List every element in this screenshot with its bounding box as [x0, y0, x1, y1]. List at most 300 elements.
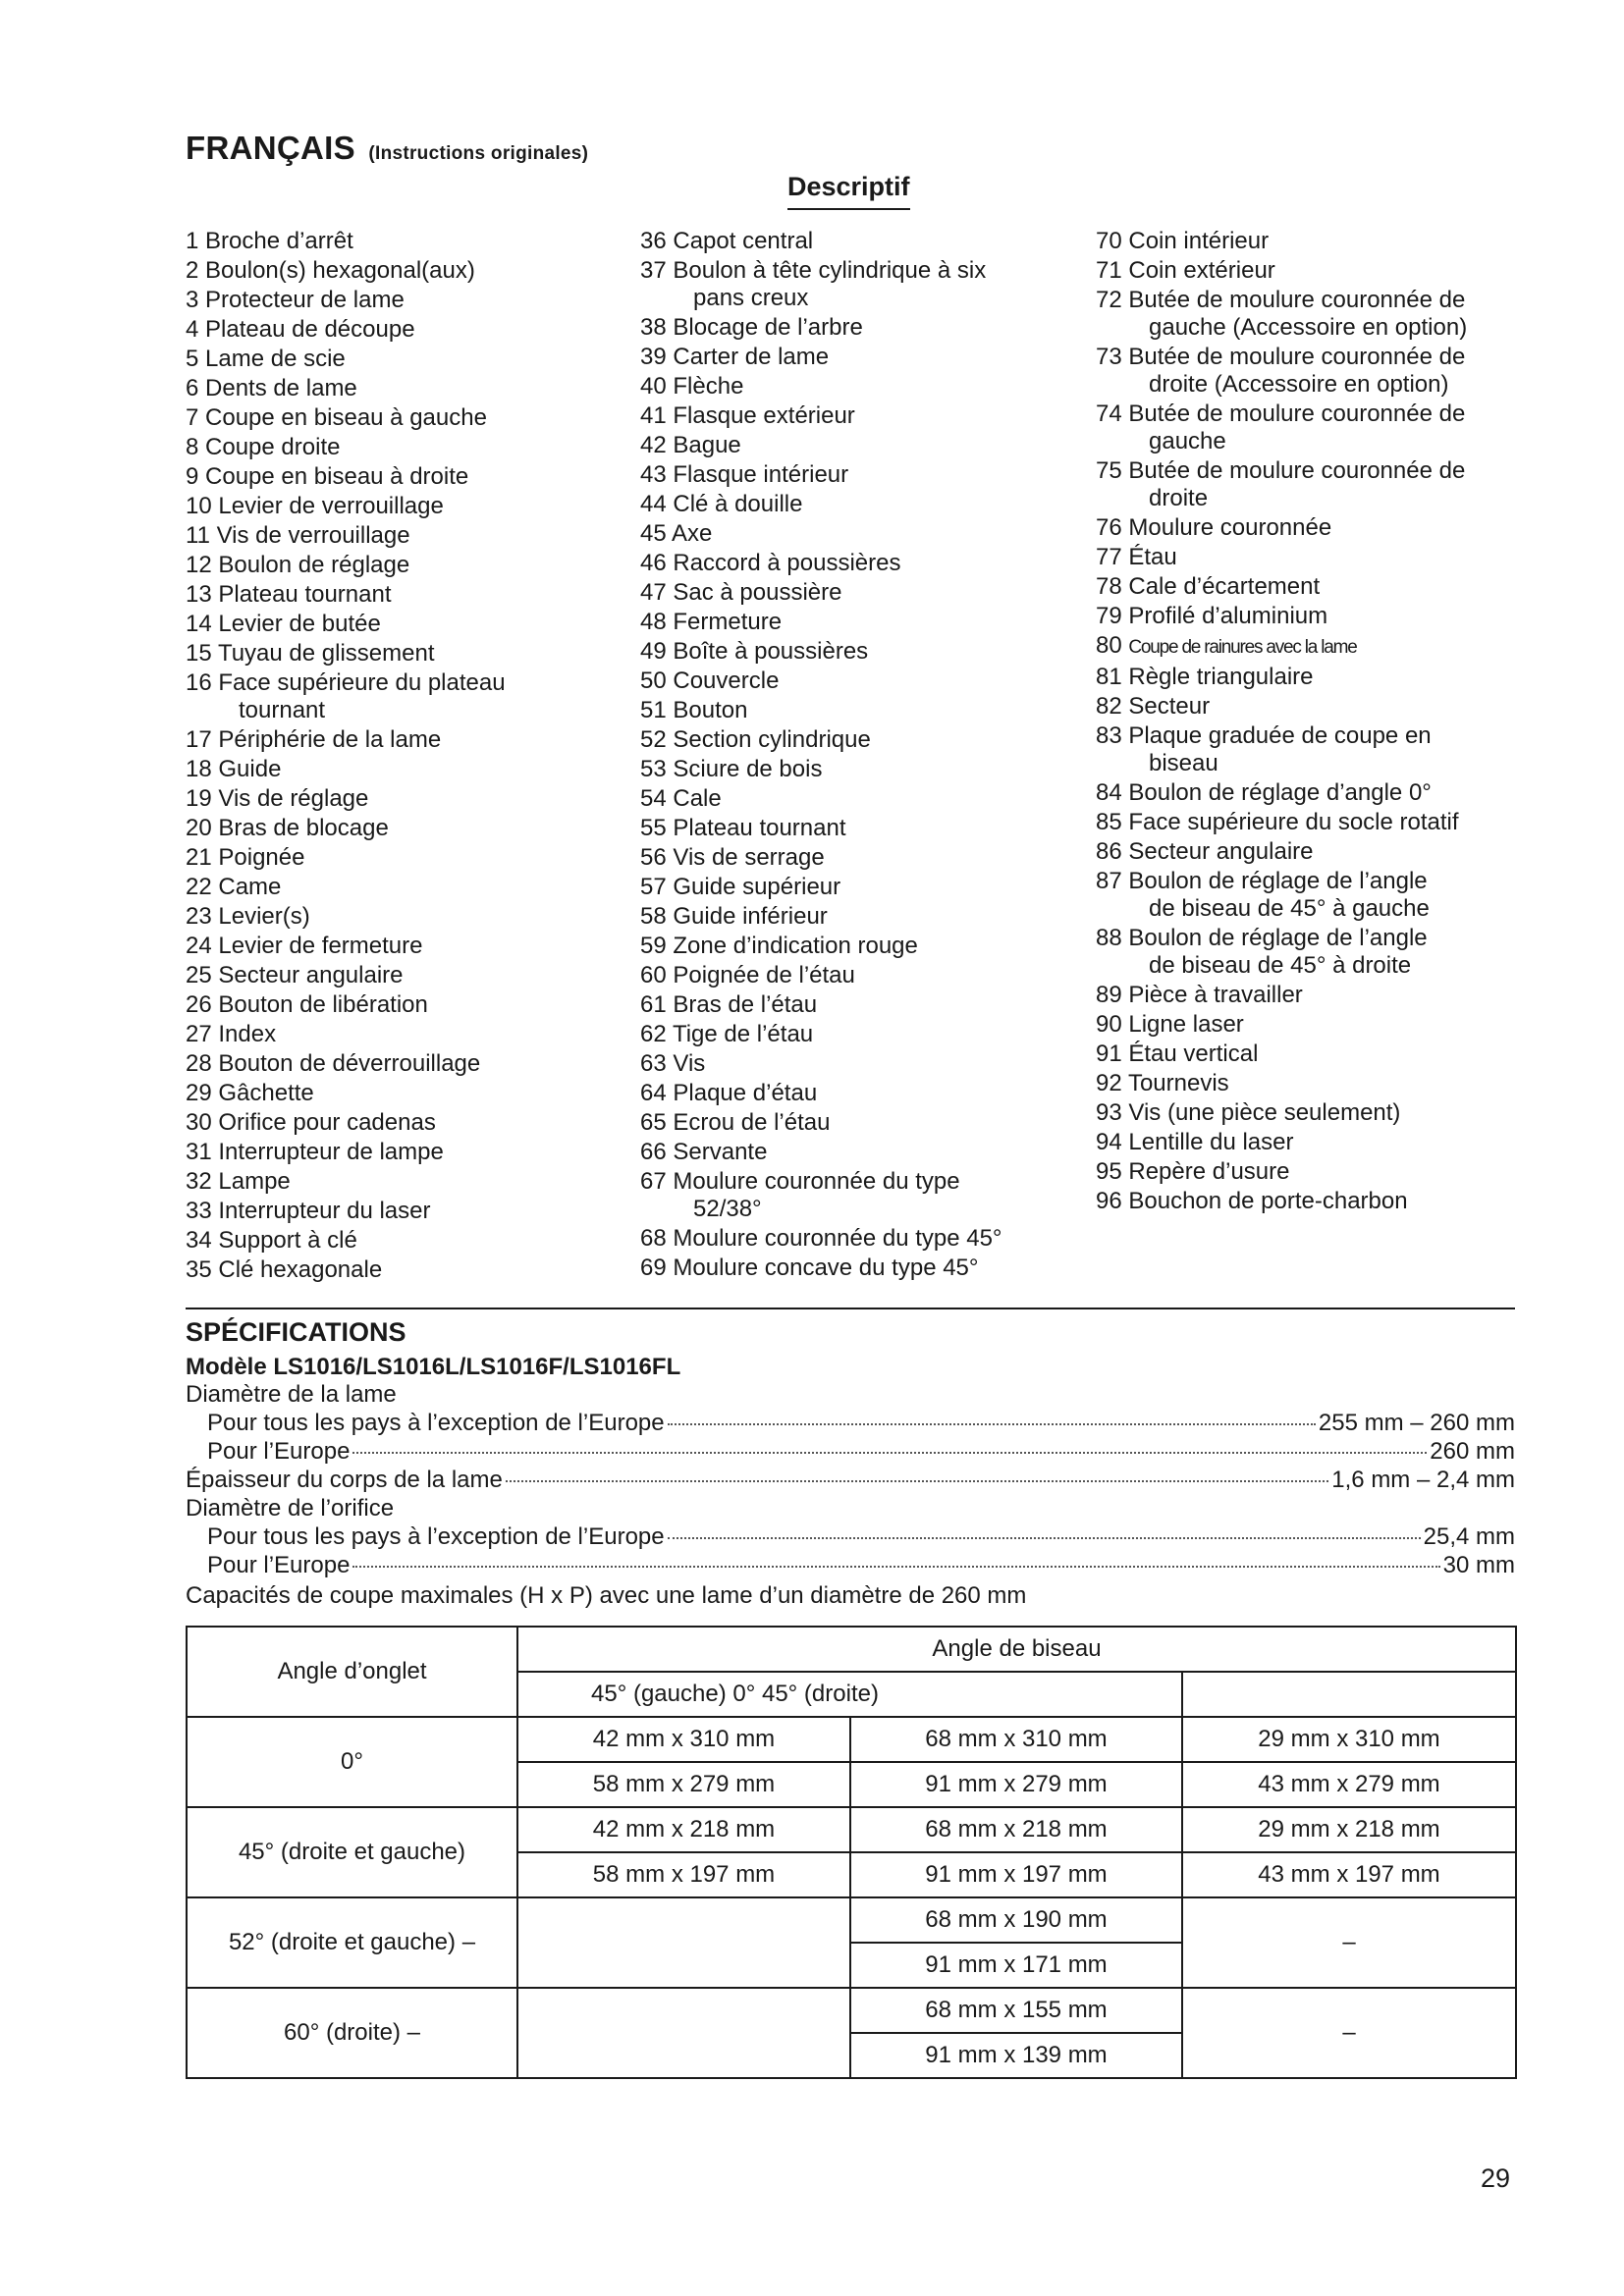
list-item [640, 1255, 1092, 1282]
spec-line [186, 1380, 1515, 1409]
list-item [1096, 1070, 1538, 1097]
item-text: Face supérieure du socle rotatif [1128, 809, 1459, 835]
item-number: 40 [640, 373, 667, 400]
spec-label: Pour l’Europe [207, 1552, 351, 1578]
table-cell: 68 mm x 310 mm [850, 1717, 1182, 1762]
item-text: Bras de blocage [218, 815, 389, 841]
list-item [186, 844, 627, 872]
list-item [1096, 344, 1538, 399]
leader-dots [668, 1537, 1421, 1539]
item-text: Raccord à poussières [673, 550, 901, 576]
item-text: Poignée de l’étau [673, 962, 855, 988]
leader-dots [668, 1423, 1316, 1425]
item-text: Face supérieure du plateau [218, 669, 506, 696]
spec-line [186, 1437, 1515, 1466]
list-item [640, 962, 1092, 989]
item-number: 59 [640, 933, 667, 959]
list-item [1096, 982, 1538, 1009]
item-text: Coupe droite [205, 434, 341, 460]
specifications-title: SPÉCIFICATIONS [186, 1317, 406, 1347]
list-item [1096, 1158, 1538, 1186]
item-number: 61 [640, 991, 667, 1018]
list-item [186, 1256, 627, 1284]
item-text: Flasque intérieur [673, 461, 849, 488]
list-item [1096, 664, 1538, 691]
item-text: Profilé d’aluminium [1128, 603, 1328, 629]
list-item [1096, 573, 1538, 601]
list-item [186, 404, 627, 432]
table-header-row [187, 1627, 1516, 1672]
item-number: 12 [186, 552, 212, 578]
table-row [187, 1807, 1516, 1852]
list-item [640, 638, 1092, 666]
item-number: 86 [1096, 838, 1122, 865]
spec-label: Pour l’Europe [207, 1438, 351, 1465]
spec-line [186, 1522, 1515, 1551]
list-item [186, 346, 627, 373]
item-text: Moulure couronnée du type [673, 1168, 960, 1195]
item-text: Levier de verrouillage [218, 493, 444, 519]
item-text-continued: tournant [239, 697, 326, 723]
list-item [186, 962, 627, 989]
list-item [186, 1080, 627, 1107]
list-item [640, 520, 1092, 548]
parts-list-column-1 [186, 228, 627, 1286]
leader-dots [352, 1566, 1439, 1568]
list-item [640, 756, 1092, 783]
item-number: 11 [186, 522, 210, 549]
item-text: Orifice pour cadenas [218, 1109, 436, 1136]
item-text: Carter de lame [673, 344, 830, 370]
leader-dots [506, 1480, 1328, 1482]
item-number: 29 [186, 1080, 212, 1106]
list-item [640, 1168, 1092, 1223]
list-item [640, 344, 1092, 371]
item-text: Levier(s) [218, 903, 310, 930]
list-item [186, 257, 627, 285]
item-number: 71 [1096, 257, 1122, 284]
table-cell: – [1182, 1988, 1516, 2078]
list-item [1096, 514, 1538, 542]
item-text: Interrupteur de lampe [218, 1139, 444, 1165]
item-number: 16 [186, 669, 212, 696]
item-number: 65 [640, 1109, 667, 1136]
list-item [1096, 603, 1538, 630]
item-number: 52 [640, 726, 667, 753]
item-text: Lentille du laser [1128, 1129, 1294, 1155]
list-item [186, 756, 627, 783]
item-number: 49 [640, 638, 667, 665]
item-number: 57 [640, 874, 667, 900]
item-number: 50 [640, 667, 667, 694]
row-label: 60° (droite) – [187, 1988, 517, 2078]
list-item [186, 1227, 627, 1255]
row-label: 52° (droite et gauche) – [187, 1897, 517, 1988]
list-item [640, 373, 1092, 400]
item-text: Levier de butée [218, 611, 381, 637]
leader-dots [352, 1452, 1427, 1454]
item-number: 85 [1096, 809, 1122, 835]
list-item [1096, 1011, 1538, 1039]
row-label: 0° [187, 1717, 517, 1807]
table-row [187, 1897, 1516, 1943]
item-number: 17 [186, 726, 212, 753]
item-number: 93 [1096, 1099, 1122, 1126]
item-text: Flèche [673, 373, 744, 400]
item-text: Lame de scie [205, 346, 346, 372]
item-number: 9 [186, 463, 199, 490]
item-number: 64 [640, 1080, 667, 1106]
miter-angle-header: Angle d’onglet [187, 1627, 517, 1717]
list-item [640, 609, 1092, 636]
item-text: Boulon de réglage [218, 552, 410, 578]
list-item [640, 1109, 1092, 1137]
list-item [640, 697, 1092, 724]
item-text: Moulure concave du type 45° [673, 1255, 979, 1281]
item-number: 21 [186, 844, 212, 871]
item-number: 51 [640, 697, 667, 723]
item-number: 53 [640, 756, 667, 782]
list-item [1096, 693, 1538, 721]
item-number: 95 [1096, 1158, 1122, 1185]
item-number: 39 [640, 344, 667, 370]
list-item [186, 463, 627, 491]
item-text: Vis de réglage [218, 785, 369, 812]
item-number: 35 [186, 1256, 212, 1283]
list-item [186, 316, 627, 344]
item-text: Interrupteur du laser [218, 1198, 431, 1224]
item-text: Tuyau de glissement [217, 640, 435, 667]
item-number: 41 [640, 402, 667, 429]
item-text: Came [218, 874, 282, 900]
capacity-caption: Capacités de coupe maximales (H x P) avec une lame d’un diamètre de 260 mm [186, 1582, 1027, 1609]
item-text: Boulon de réglage de l’angle [1128, 925, 1428, 951]
list-item [186, 1139, 627, 1166]
list-item [186, 815, 627, 842]
spec-line [186, 1551, 1515, 1579]
list-item [1096, 287, 1538, 342]
item-number: 19 [186, 785, 212, 812]
item-number: 34 [186, 1227, 212, 1254]
list-item [1096, 1041, 1538, 1068]
item-text: Plateau tournant [673, 815, 846, 841]
item-text: Lampe [218, 1168, 291, 1195]
item-number: 90 [1096, 1011, 1122, 1038]
item-number: 83 [1096, 722, 1122, 749]
item-number: 24 [186, 933, 212, 959]
item-number: 20 [186, 815, 212, 841]
list-item [186, 640, 627, 667]
item-text: Coupe de rainures avec la lame [1128, 637, 1357, 658]
item-text: Boulon de réglage d’angle 0° [1128, 779, 1432, 806]
language-subtitle: (Instructions originales) [368, 143, 589, 164]
item-text: Levier de fermeture [218, 933, 423, 959]
list-item [1096, 544, 1538, 571]
item-text: Vis de verrouillage [216, 522, 410, 549]
list-item [640, 432, 1092, 459]
spec-line [186, 1409, 1515, 1437]
item-text: Poignée [218, 844, 305, 871]
list-item [186, 1168, 627, 1196]
item-number: 76 [1096, 514, 1122, 541]
list-item [186, 726, 627, 754]
item-text: Repère d’usure [1128, 1158, 1290, 1185]
spec-label: Épaisseur du corps de la lame [186, 1467, 503, 1493]
list-item [1096, 868, 1538, 923]
item-text: Boîte à poussières [673, 638, 869, 665]
list-item [640, 1021, 1092, 1048]
item-text: Coin extérieur [1128, 257, 1275, 284]
item-text: Dents de lame [205, 375, 357, 401]
list-item [640, 228, 1092, 255]
item-number: 78 [1096, 573, 1122, 600]
table-row [187, 1717, 1516, 1762]
item-number: 48 [640, 609, 667, 635]
list-item [1096, 1099, 1538, 1127]
list-item [640, 314, 1092, 342]
item-text: Blocage de l’arbre [673, 314, 863, 341]
item-text: Coupe en biseau à droite [205, 463, 469, 490]
item-text-continued: gauche (Accessoire en option) [1149, 314, 1468, 341]
spec-value: 260 mm [1430, 1438, 1515, 1465]
item-text: Étau vertical [1128, 1041, 1259, 1067]
item-text: Butée de moulure couronnée de [1128, 344, 1466, 370]
item-number: 80 [1096, 632, 1122, 659]
table-cell: 58 mm x 197 mm [517, 1852, 850, 1897]
item-text-continued: biseau [1149, 750, 1218, 776]
item-text: Clé hexagonale [218, 1256, 383, 1283]
list-item [1096, 257, 1538, 285]
table-cell: 43 mm x 197 mm [1182, 1852, 1516, 1897]
item-number: 8 [186, 434, 199, 460]
list-item [186, 933, 627, 960]
item-text: Guide inférieur [673, 903, 828, 930]
page-number: 29 [1481, 2163, 1511, 2193]
list-item [1096, 228, 1538, 255]
item-number: 15 [186, 640, 212, 667]
list-item [186, 228, 627, 255]
item-text: Ecrou de l’étau [673, 1109, 831, 1136]
spec-value: 25,4 mm [1423, 1523, 1515, 1550]
specification-lines [186, 1380, 1515, 1579]
list-item [1096, 632, 1538, 662]
item-text: Gâchette [218, 1080, 314, 1106]
item-text: Plaque graduée de coupe en [1128, 722, 1432, 749]
item-number: 5 [186, 346, 199, 372]
list-item [186, 1109, 627, 1137]
item-text-continued: de biseau de 45° à droite [1149, 952, 1412, 979]
item-text: Cale [673, 785, 722, 812]
table-cell: 91 mm x 197 mm [850, 1852, 1182, 1897]
item-text-continued: pans creux [693, 285, 809, 311]
item-number: 67 [640, 1168, 667, 1195]
item-number: 33 [186, 1198, 212, 1224]
list-item [1096, 1129, 1538, 1156]
table-cell: 91 mm x 171 mm [850, 1943, 1182, 1988]
language-title: FRANÇAIS [186, 130, 355, 166]
item-text: Bouton [673, 697, 748, 723]
spec-value: 1,6 mm – 2,4 mm [1331, 1467, 1515, 1493]
item-text: Vis de serrage [673, 844, 825, 871]
cutting-capacity-table [186, 1626, 1517, 2079]
list-item [640, 991, 1092, 1019]
item-number: 37 [640, 257, 667, 284]
item-number: 43 [640, 461, 667, 488]
item-number: 46 [640, 550, 667, 576]
item-text: Ligne laser [1128, 1011, 1244, 1038]
list-item [640, 933, 1092, 960]
list-item [640, 1080, 1092, 1107]
item-number: 14 [186, 611, 212, 637]
spec-label: Pour tous les pays à l’exception de l’Europe [207, 1410, 665, 1436]
item-number: 94 [1096, 1129, 1122, 1155]
item-text: Secteur angulaire [1128, 838, 1314, 865]
item-text: Clé à douille [673, 491, 803, 517]
item-number: 26 [186, 991, 212, 1018]
list-item [640, 844, 1092, 872]
table-cell: 42 mm x 310 mm [517, 1717, 850, 1762]
list-item [186, 375, 627, 402]
item-text: Couvercle [673, 667, 780, 694]
list-item [640, 874, 1092, 901]
item-text: Support à clé [218, 1227, 357, 1254]
item-text: Tige de l’étau [672, 1021, 814, 1047]
list-item [186, 552, 627, 579]
item-number: 42 [640, 432, 667, 458]
section-divider [186, 1308, 1515, 1309]
item-text: Vis [673, 1050, 706, 1077]
item-number: 88 [1096, 925, 1122, 951]
item-number: 87 [1096, 868, 1122, 894]
item-text-continued: 52/38° [693, 1196, 762, 1222]
list-item [1096, 722, 1538, 777]
item-number: 3 [186, 287, 199, 313]
list-item [1096, 809, 1538, 836]
list-item [1096, 925, 1538, 980]
item-number: 7 [186, 404, 199, 431]
table-cell [1182, 1672, 1516, 1717]
list-item [640, 579, 1092, 607]
list-item [186, 1050, 627, 1078]
item-text: Protecteur de lame [205, 287, 405, 313]
item-text: Tournevis [1127, 1070, 1229, 1096]
item-text: Bouchon de porte-charbon [1128, 1188, 1408, 1214]
item-text: Capot central [673, 228, 814, 254]
list-item [640, 785, 1092, 813]
item-number: 58 [640, 903, 667, 930]
item-number: 44 [640, 491, 667, 517]
item-text: Butée de moulure couronnée de [1128, 457, 1466, 484]
item-text: Sac à poussière [673, 579, 842, 606]
item-number: 32 [186, 1168, 212, 1195]
language-heading [186, 130, 588, 167]
item-number: 96 [1096, 1188, 1122, 1214]
item-text: Bras de l’étau [673, 991, 818, 1018]
item-text-continued: gauche [1149, 428, 1226, 454]
spec-label: Diamètre de l’orifice [186, 1495, 395, 1522]
list-item [186, 434, 627, 461]
item-number: 18 [186, 756, 212, 782]
list-item [186, 611, 627, 638]
item-number: 77 [1096, 544, 1122, 570]
item-text: Plaque d’étau [673, 1080, 818, 1106]
list-item [640, 402, 1092, 430]
list-item [186, 522, 627, 550]
list-item [1096, 779, 1538, 807]
list-item [186, 669, 627, 724]
row-label: 45° (droite et gauche) [187, 1807, 517, 1897]
list-item [640, 1139, 1092, 1166]
item-number: 47 [640, 579, 667, 606]
item-number: 13 [186, 581, 212, 608]
item-number: 81 [1096, 664, 1122, 690]
list-item [186, 1021, 627, 1048]
list-item [1096, 400, 1538, 455]
item-number: 1 [186, 228, 199, 254]
item-number: 23 [186, 903, 212, 930]
item-number: 66 [640, 1139, 667, 1165]
list-item [186, 874, 627, 901]
item-text: Axe [672, 520, 713, 547]
item-text-continued: de biseau de 45° à gauche [1149, 895, 1430, 922]
item-text: Coupe en biseau à gauche [205, 404, 487, 431]
list-item [640, 1050, 1092, 1078]
item-number: 73 [1096, 344, 1122, 370]
item-text-continued: droite [1149, 485, 1209, 511]
item-number: 60 [640, 962, 667, 988]
item-text: Bague [673, 432, 741, 458]
list-item [186, 785, 627, 813]
list-item [186, 1198, 627, 1225]
bevel-subheader: 45° (gauche) 0° 45° (droite) [517, 1672, 1182, 1717]
item-text: Zone d’indication rouge [673, 933, 918, 959]
item-text: Règle triangulaire [1128, 664, 1314, 690]
parts-list-column-2 [640, 228, 1092, 1284]
item-number: 75 [1096, 457, 1122, 484]
item-text: Cale d’écartement [1128, 573, 1321, 600]
table-cell: 91 mm x 139 mm [850, 2033, 1182, 2078]
item-number: 10 [186, 493, 212, 519]
list-item [640, 726, 1092, 754]
item-number: 6 [186, 375, 199, 401]
item-number: 84 [1096, 779, 1122, 806]
item-number: 27 [186, 1021, 212, 1047]
spec-line [186, 1494, 1515, 1522]
item-number: 36 [640, 228, 667, 254]
item-number: 68 [640, 1225, 667, 1252]
item-number: 22 [186, 874, 212, 900]
item-number: 82 [1096, 693, 1122, 720]
item-number: 62 [640, 1021, 667, 1047]
item-number: 30 [186, 1109, 212, 1136]
item-text: Section cylindrique [673, 726, 871, 753]
table-cell: – [1182, 1897, 1516, 1988]
table-cell: 42 mm x 218 mm [517, 1807, 850, 1852]
model-title: Modèle LS1016/LS1016L/LS1016F/LS1016FL [186, 1354, 681, 1380]
item-text: Fermeture [673, 609, 783, 635]
list-item [640, 1225, 1092, 1253]
table-cell [517, 1897, 850, 1988]
item-text: Bouton de libération [218, 991, 428, 1018]
item-number: 92 [1096, 1070, 1122, 1096]
spec-value: 255 mm – 260 mm [1318, 1410, 1515, 1436]
item-number: 70 [1096, 228, 1122, 254]
item-number: 89 [1096, 982, 1122, 1008]
list-item [1096, 457, 1538, 512]
list-item [640, 667, 1092, 695]
item-text: Broche d’arrêt [205, 228, 353, 254]
table-cell: 68 mm x 190 mm [850, 1897, 1182, 1943]
